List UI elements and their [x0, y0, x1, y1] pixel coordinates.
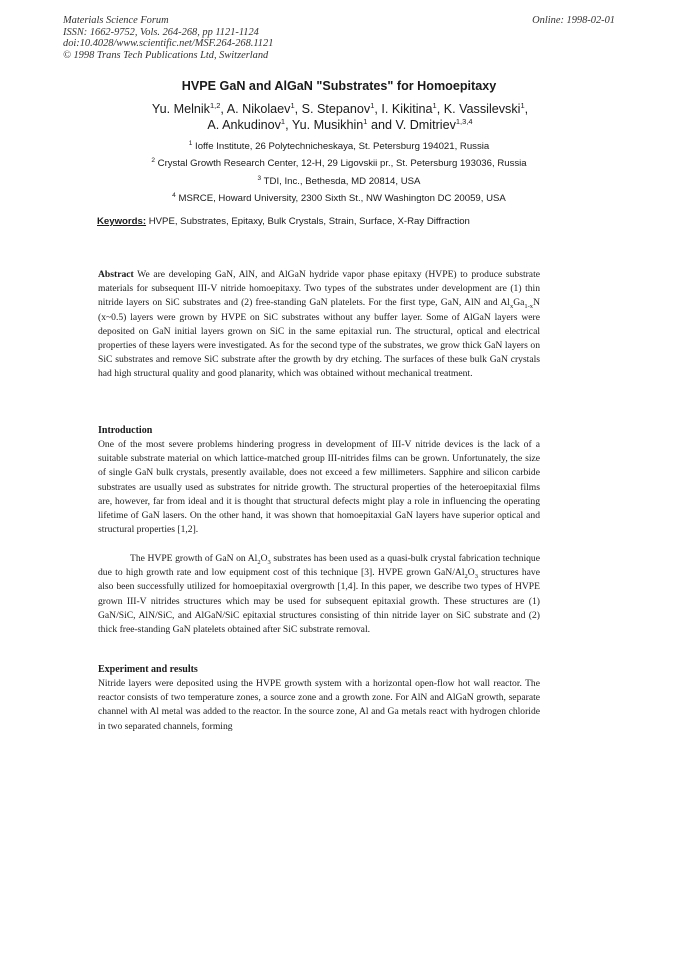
paper-title: HVPE GaN and AlGaN "Substrates" for Homoepitaxy: [181, 79, 497, 93]
experiment-heading: Experiment and results: [98, 664, 198, 675]
copyright-line: © 1998 Trans Tech Publications Ltd, Switzerland: [63, 49, 269, 61]
author-3: S. Stepanov$^1$,: [301, 100, 382, 116]
author-8: V. Dmitriev$^{1,3,4}$: [395, 116, 473, 132]
author-1: Yu. Melnik$^{1,2}$,: [151, 100, 227, 116]
author-2: A. Nikolaev$^1$,: [226, 100, 302, 116]
abstract: Abstract We are developing GaN, AlN, and AlGaN hydride vapor phase epitaxy (HVPE) to produce substrate materials for subsequent III-V nitride homoepitaxy. Two types of the substrates under development are (1) thin nitride layers on SiC substrates and (2) free-standing GaN platelets. For the first type, GaN, AlN and $Al_xGa_{1-x}N$ (x~0.5) layers were grown by HVPE on SiC substrates without any buffer layer. Some of AlGaN layers were deposited on GaN initial layers grown on SiC in the same epitaxial run. The structural, optical and electrical properties of these layers were investigated. As for the second type of the substrates, we grow thick GaN layers on SiC substrates and remove SiC substrate after the growth by dry etching. The surfaces of these bulk GaN crystals had high structural quality and good planarity, which was obtained without mechanical treatment.: [98, 269, 540, 380]
introduction-paragraph-1: One of the most severe problems hindering progress in development of III-V nitride devices is the lack of a suitable substrate material on which lattice-matched group III-nitrides films can be grown. Unfortunately, the size of single GaN bulk crystals, presently available, does not exceed a few millimeters. Sapphire and silicon carbide substrates are usually used as substrates for nitride growth. The structural properties of the heteroepitaxial films are, however, far from ideal and it is thought that structural defects might play a role in influencing the operating lifetime of GaN lasers. On the other hand, it was shown that homoepitaxial GaN layers have superior optical and structural properties [1,2].: [98, 439, 540, 536]
doi-line: doi:10.4028/www.scientific.net/MSF.264-268.1121: [63, 38, 274, 50]
keywords-label: Keywords:: [97, 216, 147, 227]
experiment-paragraph-1: Nitride layers were deposited using the HVPE growth system with a horizontal open-flow hot wall reactor. The reactor consists of two temperature zones, a source zone and a growth zone. For AlN and AlGaN growth, separate channel with Al metal was added to the reactor. In the source zone, Al and Ga metals react with hydrogen chloride in two separated channels, forming: [98, 678, 540, 732]
online-date: Online: 1998-02-01: [532, 15, 615, 26]
introduction-paragraph-2: The HVPE growth of GaN on $Al_2O_3$ substrates has been used as a quasi-bulk crystal fabrication technique due to high growth rate and low equipment cost of this technique [3]. HVPE grown GaN/$Al_2O_3$ structures have also been successfully utilized for homoepitaxial overgrowth [1,4]. In this paper, we describe two types of HVPE grown III-V nitrides structures which may be used for subsequent epitaxial growth. These structures are (1) GaN/SiC, AlN/SiC, and AlGaN/SiC epitaxial structures consisting of thin nitride layer on SiC substrate and (2) thick free-standing GaN platelets obtained after SiC substrate removal.: [98, 553, 540, 636]
author-list: [100, 101, 580, 133]
introduction-heading: Introduction: [98, 425, 153, 436]
keywords: [97, 216, 470, 227]
affiliation-4: $^4$ MSRCE, Howard University, 2300 Sixth St., NW Washington DC 20059, USA: [172, 191, 506, 204]
affiliation-2: $^2$ Crystal Growth Research Center, 12-H, 29 Ligovskii pr., St. Petersburg 193036, Russia: [151, 156, 527, 169]
author-5: K. Vassilevski$^1$,: [443, 100, 529, 116]
journal-name: Materials Science Forum: [63, 15, 169, 26]
keywords-text: HVPE, Substrates, Epitaxy, Bulk Crystals, Strain, Surface, X-Ray Diffraction: [148, 216, 470, 227]
author-6: A. Ankudinov$^1$,: [207, 116, 292, 132]
abstract-label: Abstract: [98, 269, 134, 280]
author-7: Yu. Musikhin$^1$ and: [291, 116, 396, 132]
publication-info: [63, 15, 273, 61]
affiliation-1: $^1$ Ioffe Institute, 26 Polytechnicheskaya, St. Petersburg 194021, Russia: [188, 139, 490, 152]
author-4: I. Kikitina$^1$,: [381, 100, 444, 116]
affiliation-3: $^3$ TDI, Inc., Bethesda, MD 20814, USA: [257, 174, 421, 187]
issn-line: ISSN: 1662-9752, Vols. 264-268, pp 1121-1124: [63, 26, 259, 38]
